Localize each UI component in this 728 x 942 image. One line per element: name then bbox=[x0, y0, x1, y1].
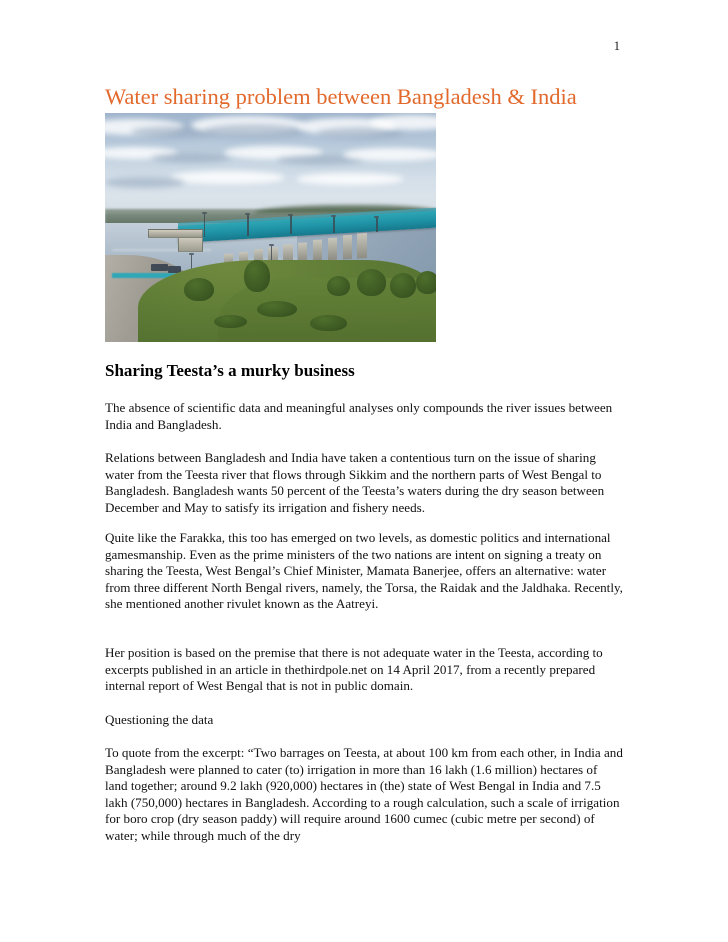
photo-canvas bbox=[105, 113, 436, 342]
teesta-barrage-photo bbox=[105, 113, 436, 342]
tree bbox=[244, 260, 270, 292]
sky-layer bbox=[105, 113, 436, 214]
tree bbox=[357, 269, 387, 296]
lamp-post bbox=[204, 214, 205, 237]
article-heading: Sharing Teesta’s a murky business bbox=[105, 361, 355, 380]
shrub bbox=[214, 315, 247, 329]
shrub bbox=[184, 278, 214, 301]
lamp-post bbox=[333, 217, 334, 233]
article-standfirst: The absence of scientific data and meaningful analyses only compounds the river issues between India and Bangladesh. bbox=[105, 400, 613, 432]
document-title: Water sharing problem between Bangladesh & India bbox=[105, 84, 577, 109]
vehicle bbox=[151, 264, 168, 271]
article-paragraph: Quite like the Farakka, this too has emerged on two levels, as domestic politics and international gamesmanship. Even as the prime ministers of the two nations are intent on signing a treaty on sharing the Teesta, West Bengal’s Chief Minister, Mamata Banerjee, offers an alternative: water from three different North Bengal rivers, namely, the Torsa, the Raidak and the Jaldhaka. Recently, she mentioned another rivulet known as the Aatreyi. bbox=[105, 530, 623, 612]
tree bbox=[327, 276, 350, 297]
page-number: 1 bbox=[613, 39, 620, 53]
article-paragraph: Her position is based on the premise that there is not adequate water in the Teesta, according to excerpts published in an article in thethirdpole.net on 14 April 2017, from a recently prepared internal report of West Bengal that is not in public domain. bbox=[105, 645, 603, 694]
tree bbox=[416, 271, 436, 294]
article-subheading: Questioning the data bbox=[105, 712, 214, 727]
lamp-post bbox=[290, 216, 291, 234]
lamp-post bbox=[247, 215, 248, 236]
shrub bbox=[310, 315, 346, 331]
article-excerpt: To quote from the excerpt: “Two barrages on Teesta, at about 100 km from each other, in India and Bangladesh were planned to cater (to) irrigation in more than 16 lakh (1.6 million) hectares of land together; around 9.2 lakh (920,000) hectares in (the) state of West Bengal in India and 7.5 lakh (750,000) hectares in Bangladesh. According to a rough calculation, such a scale of irrigation for boro crop (dry season paddy) will require around 1600 cumec (cubic metre per second) of water; while through much of the dry bbox=[105, 745, 623, 843]
lamp-post bbox=[376, 218, 377, 232]
article-paragraph: Relations between Bangladesh and India have taken a contentious turn on the issue of sharing water from the Teesta river that flows through Sikkim and the northern parts of West Bengal to Bangladesh. Bangladesh wants 50 percent of the Teesta’s waters during the dry season between December and May to satisfy its irrigation and fishery needs. bbox=[105, 450, 605, 515]
tree bbox=[390, 273, 416, 298]
gate-platform bbox=[148, 229, 203, 239]
shrub bbox=[257, 301, 297, 317]
